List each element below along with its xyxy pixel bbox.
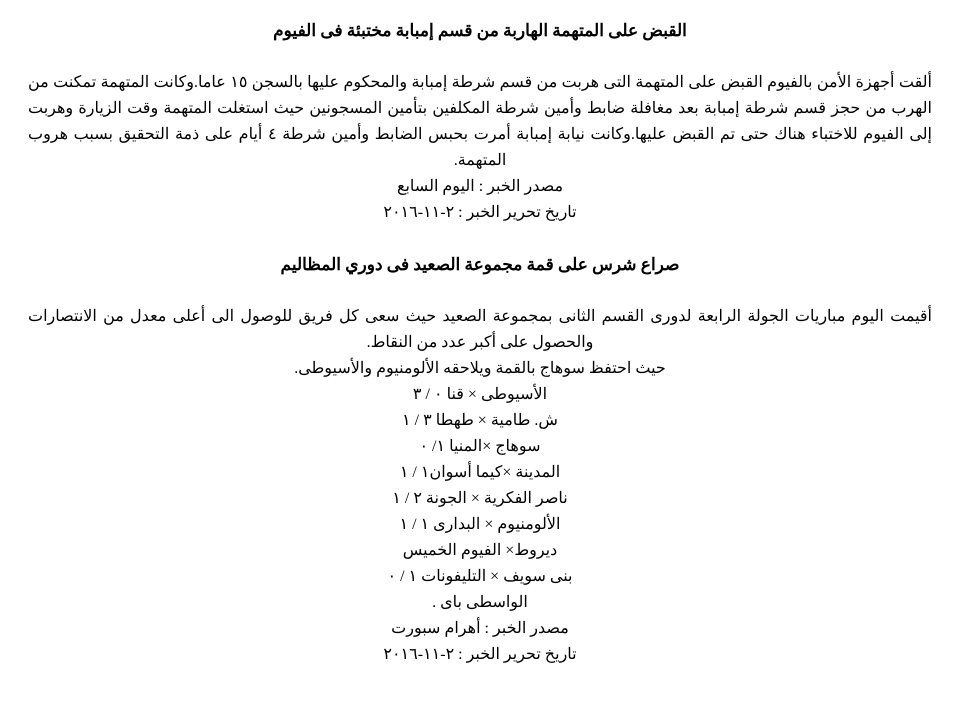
match-result: ش. طامية × طهطا ٣ / ١ [402, 412, 558, 429]
article-2 [28, 252, 932, 668]
article-2-summary: حيث احتفظ سوهاج بالقمة ويلاحقه الألومنيوم والأسيوطى. [294, 360, 666, 377]
article-2-headline: صراع شرس على قمة مجموعة الصعيد فى دوري المظاليم [280, 255, 680, 274]
article-1-source: مصدر الخبر : اليوم السابع [396, 178, 564, 195]
article-2-source: مصدر الخبر : أهرام سبورت [391, 620, 569, 637]
article-2-body: أقيمت اليوم مباريات الجولة الرابعة لدورى القسم الثانى بمجموعة الصعيد حيث سعى كل فريق للوصول الى أعلى معدل من الانتصارات والحصول على أكبر عدد من النقاط. [28, 308, 932, 351]
match-result: المدينة ×كيما أسوان١ / ١ [399, 464, 561, 481]
article-1-headline: القبض على المتهمة الهاربة من قسم إمبابة مختبئة فى الفيوم [273, 21, 687, 40]
article-2-date: تاريخ تحرير الخبر : ٢-١١-٢٠١٦ [383, 646, 577, 663]
match-results-list [28, 382, 932, 616]
article-1-body: ألقت أجهزة الأمن بالفيوم القبض على المتهمة التى هربت من قسم شرطة إمبابة والمحكوم عليها بالسجن ١٥ عاما.وكانت المتهمة تمكنت من الهرب من حجز قسم شرطة إمبابة بعد مغافلة ضابط وأمين شرطة المكلفين بتأمين المسجونين حيث استغلت المتهمة وقت الزيارة وهربت إلى الفيوم للاختباء هناك حتى تم القبض عليها.وكانت نيابة إمبابة أمرت بحبس الضابط وأمين شرطة ٤ أيام على ذمة التحقيق بسبب هروب المتهمة. [28, 74, 933, 169]
article-spacer [28, 226, 932, 252]
match-result: بنى سويف × التليفونات ١ / ٠ [387, 568, 573, 585]
match-result: سوهاج ×المنيا ١/ ٠ [419, 438, 541, 455]
match-result: الواسطى باى . [432, 594, 528, 611]
match-result: الألومنيوم × البدارى ١ / ١ [399, 516, 561, 533]
match-result: ديروط× الفيوم الخميس [402, 542, 558, 559]
match-result: الأسيوطى × قنا ٠ / ٣ [412, 386, 548, 403]
match-result: ناصر الفكرية × الجونة ٢ / ١ [392, 490, 568, 507]
article-1 [28, 18, 932, 226]
article-1-date: تاريخ تحرير الخبر : ٢-١١-٢٠١٦ [383, 204, 577, 221]
